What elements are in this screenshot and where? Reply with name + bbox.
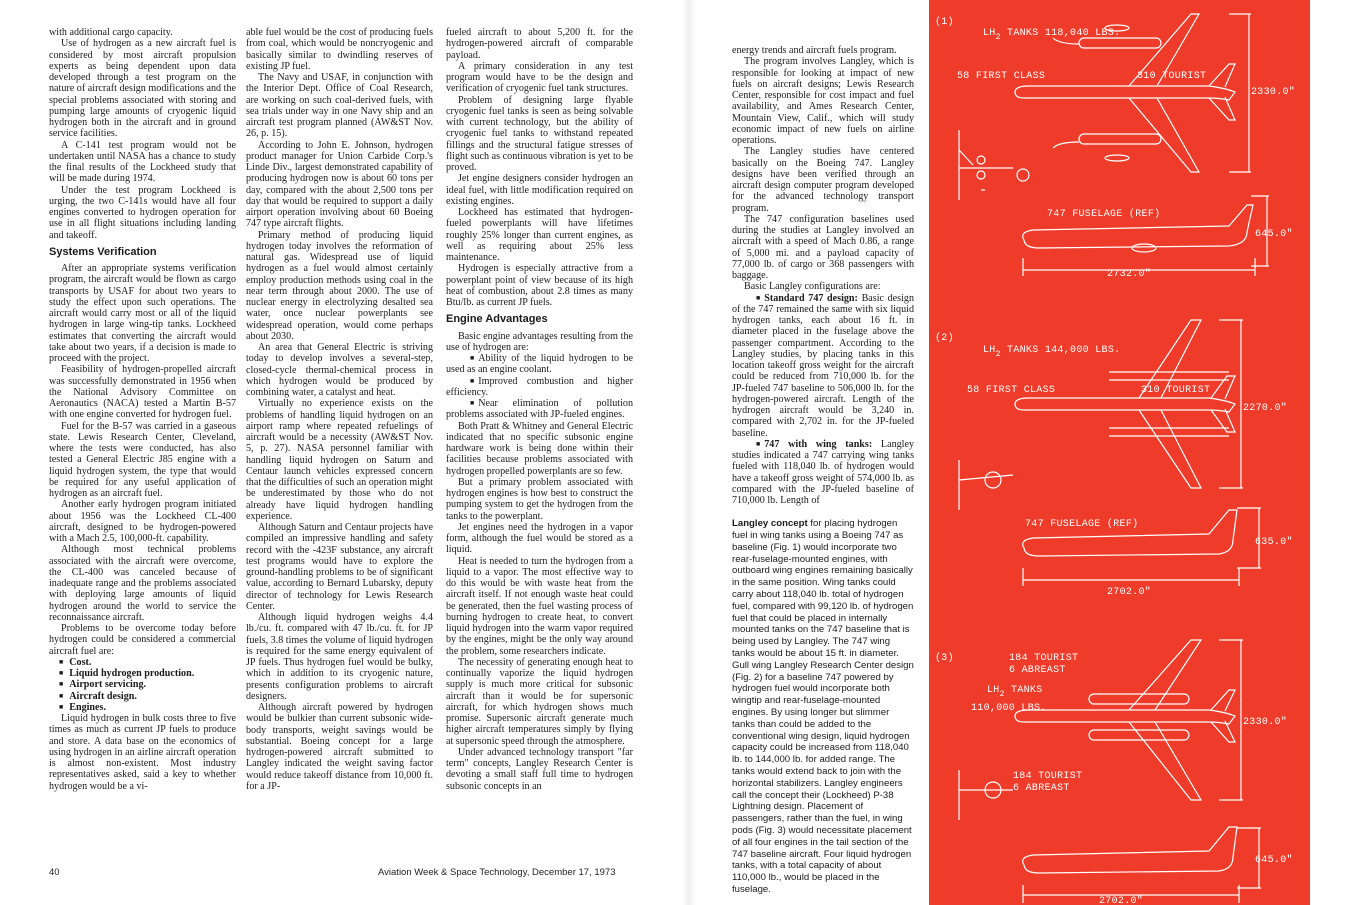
bullet-paragraph: ■ Improved combustion and higher efficiency. [446, 375, 633, 398]
fig3-tourist-bottom-label: 184 TOURIST [1013, 771, 1083, 782]
fig1-tail-bottom [1209, 97, 1235, 120]
fig3-height-dimension: 645.0" [1255, 855, 1293, 866]
fig1-first-class-label: 58 FIRST CLASS [957, 71, 1046, 82]
figure-2 [959, 320, 1261, 586]
aircraft-diagrams [929, 0, 1310, 905]
paragraph: After an appropriate systems verification program, the aircraft would be flown as cargo transports by USAF for about two years to study the effect upon such operations. The aircraft would carry most or all of the liquid hydrogen in large wing-tip tanks. Lockheed estimates that converting the aircraft would take about two years, if a decision is made to proceed with the project. [49, 263, 236, 364]
paragraph: Problem of designing large flyable cryogenic fuel tanks is seen as being solvable with current technology, but the ability of cryogenic fuel tanks to withstand repeated fillings and the structural fatigue stresses of flight such as continuous vibration is yet to be proved. [446, 94, 633, 173]
list-item: ■ Cost. [59, 657, 236, 668]
fig1-tourist-label: 310 TOURIST [1137, 71, 1207, 82]
fig1-tank-top-outline [1053, 38, 1079, 148]
figure-caption: Langley concept for placing hydrogen fuel in wing tanks using a Boeing 747 as baseline (Fig. 1) would incorporate two rear-fuselage-mounted engines, with outboard wing engines remaining basically in the same position. Wing tanks could carry about 118,040 lb. total of hydrogen fuel, compared with 99,120 lb. of hydrogen fuel that could be placed in internally mounted tanks on the 747 baseline that is being used by Langley. The 747 wing tanks would be about 15 ft. in diameter. Gull wing Langley Research Center design (Fig. 2) for a baseline 747 powered by hydrogen fuel would incorporate both wingtip and rear-fuselage-mounted engines. By using longer but slimmer tanks than could be added to the conventional wing design, liquid hydrogen capacity could be increased from 118,040 lb. to 144,000 lb. for added range. The tanks would extend back to join with the horizontal stabilizers. Langley engineers call the concept their (Lockheed) P-38 Lightning design. Placement of passengers, rather than the fuel, in wing pods (Fig. 3) would necessitate placement of all four engines in the tail section of the 747 baseline aircraft. Four liquid hydrogen tanks, with a total capacity of about 110,000 lb., would be placed in the fuselage. [732, 518, 914, 895]
bullet-paragraph: ■ Near elimination of pollution problems associated with JP-fueled engines. [446, 398, 633, 421]
paragraph: Fuel for the B-57 was carried in a gaseous state. Lewis Research Center, Cleveland, where the tests were conducted, has also tested a General Electric J85 engine with a liquid hydrogen system, the type that would be required for any useful application of hydrogen as an aircraft fuel. [49, 420, 236, 499]
paragraph: Both Pratt & Whitney and General Electric indicated that no specific subsonic engine hardware work is being done within their facilities because problems associated with hydrogen propelled powerplants are so few. [446, 420, 633, 477]
fig2-tourist-label: 310 TOURIST [1141, 385, 1211, 396]
fig3-wing-top [1129, 640, 1201, 710]
paragraph: Basic Langley configurations are: [744, 281, 881, 293]
fig1-wing-tank-bottom [1079, 134, 1161, 144]
paragraph: able fuel would be the cost of producing fuels from coal, which would be noncryogenic and basically similar to dwindling reserves of existing JP fuel. [246, 27, 433, 72]
fig1-span-dimension: 2330.0" [1251, 87, 1296, 98]
fig1-length-dimension: 2732.0" [1107, 269, 1152, 280]
fig1-tail-top [1209, 64, 1235, 87]
bullet-paragraph: ■ 747 with wing tanks: Langley studies indicated a 747 carrying wing tanks fueled with 118,040 lb. of hydrogen would have a takeoff gross weight of 574,000 lb. as compared with the JP-fueled baseline of 710,000 lb. Length of [732, 438, 914, 506]
paragraph: The 747 configuration baselines used during the studies at Langley involved an aircraft with a speed of Mach 0.86, a range of 5,000 mi. and a payload capacity of 77,000 lb. of cargo or 368 passengers with baggage. [732, 213, 914, 281]
fig2-fuselage [1015, 398, 1235, 412]
fig2-number: (2) [935, 333, 954, 344]
paragraph: A C-141 test program would not be undertaken until NASA has a chance to study the final results of the Lockheed study that will be made during 1974. [49, 139, 236, 185]
column-3 [446, 27, 633, 857]
fig1-engine [1105, 155, 1129, 161]
fig1-wing-tank-top [1079, 38, 1161, 48]
bullet-icon: ■ [756, 439, 761, 448]
paragraph: Although aircraft powered by hydrogen would be bulkier than current subsonic wide-body transports, weight savings would be substantial. Boeing concept for a large hydrogen-powered aircraft submitted to Langley indicated the weight saving factor would reduce takeoff distance from 10,000 ft. for a JP- [246, 702, 433, 792]
paragraph: The Navy and USAF, in conjunction with the Interior Dept. Office of Coal Research, are working on such coal-derived fuels, with sea trials under way in one Navy ship and an aircraft test program planned (AW&ST Nov. 26, p. 15). [246, 72, 433, 140]
paragraph: Under advanced technology transport "far term" concepts, Langley Research Center is devoting a small staff full time to hydrogen subsonic concepts in an [446, 746, 633, 792]
aircraft-diagram-panel [929, 0, 1310, 905]
publication-line: Aviation Week & Space Technology, December 17, 1973 [378, 867, 616, 878]
fig2-gull-tank-top [1109, 372, 1229, 380]
bullet-paragraph: ■ Standard 747 design: Basic design of the 747 remained the same with six liquid hydrogen tanks, each about 16 ft. in diameter placed in the fuselage above the passenger compartment. According to the Langley studies, by placing tanks in this location takeoff gross weight for the aircraft could be reduced from 710,000 lb. for the JP-fueled 747 baseline to 506,000 lb. for the hydrogen-powered aircraft. Length of the hydrogen aircraft would be 3,240 in. compared with 2,702 in. for the JP-fueled baseline. [732, 292, 914, 439]
paragraph: Under the test program Lockheed is urging, the two C-141s would have all four engines converted to hydrogen operation for use in all flight situations including landing and takeoff. [49, 184, 236, 241]
fig2-tanks-label: $LH_2$ TANKS 144,000 LBS. [983, 345, 1121, 359]
paragraph: The Langley studies have centered basically on the Boeing 747. Langley designs have been verified through an aircraft design computer program developed for the advanced technology transport program. [732, 146, 914, 214]
fig3-number: (3) [935, 653, 954, 664]
fig3-side-view [1023, 827, 1237, 873]
fig2-wing-bottom [1139, 410, 1201, 488]
list-item: ■ Engines. [59, 702, 236, 713]
fig2-height-dimension: 635.0" [1255, 537, 1293, 548]
bullet-icon: ■ [756, 293, 761, 302]
paragraph: Although Saturn and Centaur projects have compiled an impressive handling and safety record with the -423F substance, any aircraft test programs would have to explore the ground-handling problems to be of significant value, according to Bernard Lubarsky, deputy director of technology for Lewis Research Center. [246, 522, 433, 612]
paragraph: Another early hydrogen program initiated about 1956 was the Lockheed CL-400 aircraft, designed to be hydrogen-powered with a Mach 2.5, 100,000-ft. capability. [49, 499, 236, 544]
paragraph: The program involves Langley, which is responsible for looking at impact of new fuels on aircraft designs; Lewis Research Center, responsible for cost impact and fuel availability, and Ames Research Center, Mountain View, Calif., which will study economic impact of new fuels on airline operations. [732, 56, 914, 146]
bullet-paragraph: ■ Ability of the liquid hydrogen to be used as an engine coolant. [446, 353, 633, 376]
fig3-tourist-top-label-2: 6 ABREAST [1009, 665, 1066, 676]
fig3-tail-top [1211, 690, 1235, 711]
paragraph: Although liquid hydrogen weighs 4.4 lb./cu. ft. compared with 47 lb./cu. ft. for JP fuels, 3.8 times the volume of liquid hydrogen is required for the same energy equivalent of JP fuels. Thus hydrogen fuel would be bulky, which in addition to its cryogenic nature, presents configuration problems to aircraft designers. [246, 612, 433, 702]
paragraph: Jet engines need the hydrogen in a vapor form, although the fuel would be stored as a liquid. [446, 521, 633, 556]
paragraph: The necessity of generating enough heat to continually vaporize the liquid hydrogen supply is much more critical for subsonic aircraft than it would be for supersonic aircraft, for which hydrogen shows much promise. Supersonic aircraft generate much higher aircraft temperatures simply by flying at supersonic speed through the atmosphere. [446, 656, 633, 747]
list-item: ■ Airport servicing. [59, 679, 236, 690]
fig1-height-dimension: 645.0" [1255, 229, 1293, 240]
fig1-fuselage-label: 747 FUSELAGE (REF) [1047, 209, 1161, 220]
fig1-fuselage [1015, 86, 1235, 100]
fig2-side-view [1023, 510, 1237, 556]
fig3-wing-bottom [1129, 722, 1201, 800]
paragraph: Jet engine designers consider hydrogen an ideal fuel, with little modification required on existing engines. [446, 173, 633, 207]
fig2-gull-tank-bottom [1109, 428, 1229, 436]
figure-1 [959, 14, 1269, 276]
list-item: ■ Aircraft design. [59, 691, 236, 702]
figure-3 [959, 640, 1261, 903]
column-4 [732, 45, 914, 895]
fig3-tourist-top-label: 184 TOURIST [1009, 653, 1079, 664]
fig2-fuselage-label: 747 FUSELAGE (REF) [1025, 519, 1139, 530]
fig1-number: (1) [935, 17, 954, 28]
paragraph: Primary method of producing liquid hydrogen today involves the reformation of natural gas. Widespread use of liquid hydrogen as a fuel would almost certainly employ production methods using coal in the near term through about 2000. The use of nuclear energy in electrolyzing desalted sea water, once nuclear powerplants see widespread operation, would come perhaps about 2030. [246, 229, 433, 342]
fig1-wing-bottom [1129, 98, 1199, 172]
section-heading: Systems Verification [49, 245, 157, 258]
page-gutter [682, 0, 696, 905]
page-number: 40 [49, 867, 60, 878]
fig3-tourist-bottom-label-2: 6 ABREAST [1013, 783, 1070, 794]
paragraph: Basic engine advantages resulting from the use of hydrogen are: [446, 330, 633, 353]
list-item: ■ Liquid hydrogen production. [59, 668, 236, 679]
fig3-tanks-weight-label: 110,000 LBS. [971, 703, 1047, 714]
paragraph: Lockheed has estimated that hydrogen-fueled powerplants will have lifetimes roughly 25% longer than current engines, as well as requiring about 25% less maintenance. [446, 207, 633, 263]
paragraph: Feasibility of hydrogen-propelled aircraft was successfully demonstrated in 1956 when the National Advisory Committee on Aeronautics (NACA) tested a Martin B-57 with one engine converted for hydrogen fuel. [49, 364, 236, 421]
bullet-icon: ■ [470, 399, 475, 407]
fig3-fuselage [1015, 710, 1235, 724]
bullet-icon: ■ [470, 376, 475, 385]
fig3-length-dimension: 2702.0" [1099, 896, 1144, 905]
fig2-length-dimension: 2702.0" [1107, 587, 1152, 598]
paragraph: Use of hydrogen as a new aircraft fuel is considered by most aircraft propulsion experts as being dependent upon data developed through a test program on the nature of aircraft design modifications and the special problems associated with storing and pumping large amounts of cryogenic liquid hydrogen both in the aircraft and in ground service facilities. [49, 38, 236, 140]
fig1-front-fuselage [1017, 169, 1029, 181]
column-2 [246, 27, 433, 857]
column-1 [49, 27, 236, 857]
paragraph: energy trends and aircraft fuels program. [732, 45, 897, 56]
paragraph: Although most technical problems associated with the aircraft were overcome, the CL-400 was canceled because of inadequate range and the problems associated with deploying large amounts of liquid hydrogen around the world to service the reconnaissance aircraft. [49, 544, 236, 623]
fig2-first-class-label: 58 FIRST CLASS [967, 385, 1056, 396]
section-heading: Engine Advantages [446, 313, 548, 326]
paragraph: Heat is needed to turn the hydrogen from a liquid to a vapor. The most effective way to do this would be with waste heat from the aircraft itself. If not enough waste heat could be generated, then the fuel wasting process of burning hydrogen to create heat, to convert liquid hydrogen into the warm vapor required by the engines, might be the only way around the problem, some researchers indicate. [446, 555, 633, 657]
fig3-tanks-label: $LH_2$ TANKS [987, 685, 1043, 699]
paragraph: with additional cargo capacity. [49, 27, 173, 38]
fig3-span-dimension: 2330.0" [1243, 717, 1288, 728]
paragraph: Problems to be overcome today before hydrogen could be considered a commercial aircraft fuel are: [49, 623, 236, 657]
fig2-front-fuselage [985, 472, 1001, 488]
problem-list [49, 657, 236, 713]
fig1-tanks-label: $LH_2$ TANKS 118,040 LBS. [983, 28, 1121, 42]
paragraph: An area that General Electric is striving today to develop involves a several-step, closed-cycle thermal-chemical process in which hydrogen would be produced by combining water, a catalyst and heat. [246, 342, 433, 398]
bullet-icon: ■ [470, 354, 475, 362]
fig2-span-dimension: 2270.0" [1243, 403, 1288, 414]
paragraph: A primary consideration in any test program would have to be the design and verification of cryogenic fuel tank structures. [446, 60, 633, 95]
paragraph: Hydrogen is especially attractive from a powerplant point of view because of its high heat of combustion, about 2.8 times as many Btu/lb. as current JP fuels. [446, 263, 633, 308]
fig3-tail-bottom [1211, 721, 1235, 742]
paragraph: Liquid hydrogen in bulk costs three to five times as much as current JP fuels to produce and store. A data base on the economics of using hydrogen in an airline aircraft operation is almost non-existent. Most industry representatives asked, said a key to whether hydrogen would be a vi- [49, 713, 236, 792]
paragraph: fueled aircraft to about 5,200 ft. for the hydrogen-powered aircraft of comparable payload. [446, 27, 633, 61]
paragraph: But a primary problem associated with hydrogen engines is how best to construct the pumping system to get the hydrogen from the tanks to the powerplant. [446, 476, 633, 522]
paragraph: According to John E. Johnson, hydrogen product manager for Union Carbide Corp.'s Linde Div., largest demonstrated capability of producing hydrogen now is about 60 tons per day, compared with the about 2,500 tons per day that would be required to support a daily airport operation involving about 60 Boeing 747 type aircraft flights. [246, 139, 433, 230]
paragraph: Virtually no experience exists on the problems of handling liquid hydrogen on an airport ramp where repeated refuelings of aircraft would be a necessity (AW&ST Nov. 5, p. 27). NASA personnel familiar with handling liquid hydrogen on Saturn and Centaur launch vehicles expressed concern that the difficulties of such an operation might be underestimated by those who do not already have liquid hydrogen handling experience. [246, 398, 433, 522]
